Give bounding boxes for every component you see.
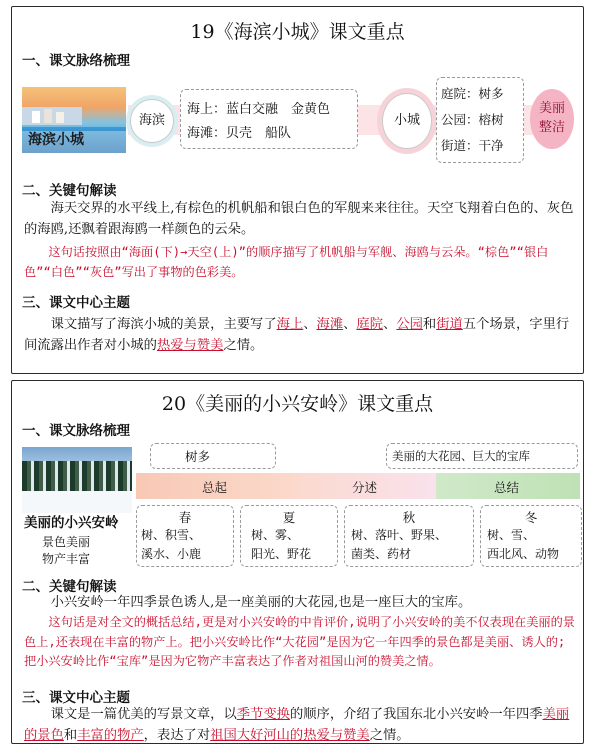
keyword-gongyuan: 公园	[396, 317, 423, 332]
picture-sub-1: 景色美丽	[42, 535, 91, 549]
xiaocheng-detail-box	[436, 77, 524, 163]
key-sentence: 海天交界的水平线上,有棕色的机帆船和银白色的军舰来来往往。天空飞翔着白色的、灰色的海鸥,还飘着跟海鸥一样颜色的云朵。	[24, 201, 574, 237]
lesson-20-card	[11, 380, 584, 744]
seaside-town-picture	[22, 87, 126, 153]
seasons-row	[136, 505, 580, 569]
zongqi-segment: 总起	[136, 473, 296, 499]
section-outline-heading: 一、课文脉络梳理	[22, 423, 130, 439]
season-spring: 春 树、积雪、 溪水、小鹿	[136, 505, 234, 567]
lesson-19-title: 19《海滨小城》课文重点	[190, 21, 405, 43]
xiaoxinganling-picture	[22, 447, 132, 513]
keyword-products: 丰富的物产	[77, 727, 144, 743]
gongyuan-text: 公园：榕树	[441, 112, 504, 127]
sentence-analysis: 这句话按照由“海面(下)→天空(上)”的顺序描写了机帆船与军舰、海鸥与云朵。“棕色”“银白色”“白色”“灰色”写出了事物的色彩美。	[24, 245, 549, 279]
sentence-analysis: 这句话是对全文的概括总结,更是对小兴安岭的中肯评价,说明了小兴安岭的美不仅表现在美丽的景色上,还表现在丰富的物产上。把小兴安岭比作“大花园”是因为它一年四季的景色都是美丽、诱人的;把小兴安岭比作“宝库”是因为它物产丰富表达了作者对祖国山河的赞美之情。	[24, 615, 575, 668]
haitan-text: 海滩：贝壳 船队	[187, 126, 292, 141]
jiedao-text: 街道：干净	[441, 138, 504, 153]
keyword-tingyuan: 庭院	[356, 317, 384, 332]
keyword-haitan: 海滩	[316, 317, 344, 332]
picture-label: 美丽的小兴安岭	[24, 515, 119, 531]
zongjie-segment: 总结	[436, 473, 580, 499]
summary-oval: 美丽整洁	[530, 89, 574, 149]
picture-sub-2: 物产丰富	[42, 552, 91, 566]
tingyuan-text: 庭院：树多	[441, 86, 504, 101]
haishang-text: 海上：蓝白交融 金黄色	[187, 102, 331, 117]
trees-box: 树多	[150, 443, 276, 469]
lesson-19-card	[11, 6, 584, 374]
season-summer: 夏 树、雾、 阳光、野花	[240, 505, 338, 567]
lesson-20-title: 20《美丽的小兴安岭》课文重点	[161, 393, 434, 415]
season-autumn: 秋 树、落叶、野果、 菌类、药材	[344, 505, 474, 567]
theme-paragraph: 课文描写了海滨小城的美景，主要写了海上、海滩、庭院、公园和街道五个场景，字里行间流露出作者对小城的热爱与赞美之情。	[24, 317, 570, 353]
section-outline-heading: 一、课文脉络梳理	[22, 53, 130, 69]
section-key-sentence-heading: 二、关键句解读	[22, 579, 117, 595]
section-key-sentence-heading: 二、关键句解读	[22, 183, 117, 199]
garden-box: 美丽的大花园、巨大的宝库	[386, 443, 578, 469]
structure-band	[136, 473, 580, 499]
keyword-emotion: 祖国大好河山的热爱与赞美	[210, 727, 370, 743]
fenshu-segment: 分述	[296, 473, 436, 499]
section-theme-heading: 三、课文中心主题	[22, 295, 130, 311]
node-haibin: 海滨	[130, 99, 174, 143]
picture-label: 海滨小城	[28, 132, 84, 148]
outline-diagram	[18, 69, 576, 167]
keyword-haishang: 海上	[276, 317, 304, 332]
node-xiaocheng: 小城	[382, 93, 432, 149]
keyword-season-change: 季节变换	[236, 707, 290, 722]
haibin-detail-box	[180, 89, 358, 149]
section-theme-heading: 三、课文中心主题	[22, 690, 130, 706]
keyword-emotion: 热爱与赞美	[156, 337, 224, 353]
season-winter: 冬 树、雪、 西北风、动物	[480, 505, 582, 567]
keyword-jiedao: 街道	[436, 317, 463, 332]
theme-paragraph: 课文是一篇优美的写景文章，以季节变换的顺序，介绍了我国东北小兴安岭一年四季美丽的景色和丰富的物产，表达了对祖国大好河山的热爱与赞美之情。	[24, 707, 570, 743]
key-sentence: 小兴安岭一年四季景色诱人,是一座美丽的大花园,也是一座巨大的宝库。	[50, 595, 472, 610]
keyword-scenery: 美丽的景色	[24, 707, 570, 743]
